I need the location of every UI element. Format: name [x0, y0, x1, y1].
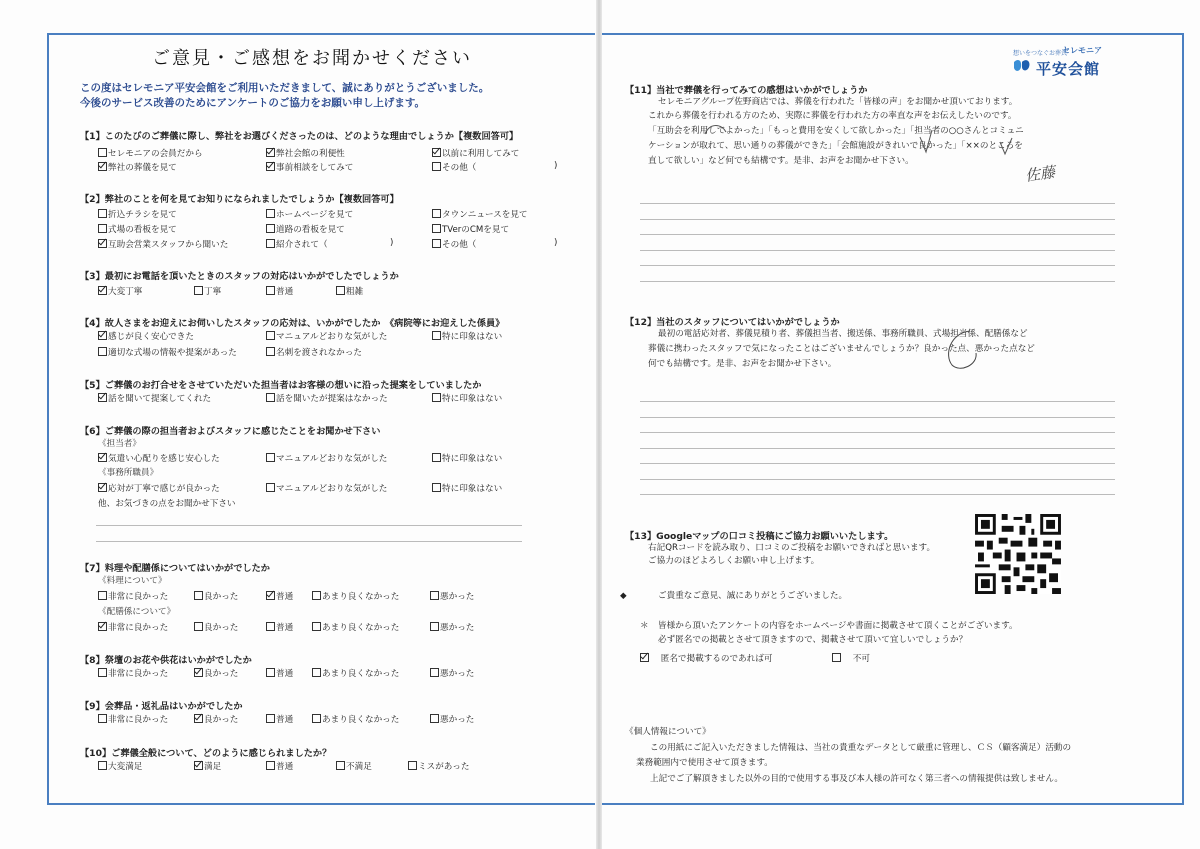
option-label: 以前に利用してみて	[442, 149, 520, 159]
q13-line-2: ご協力のほどよろしくお願い申し上げます。	[648, 556, 820, 566]
q10-option[interactable]	[336, 760, 372, 772]
q12-answer-line-2[interactable]	[640, 417, 1115, 418]
page-title: ご意見・ご感想をお聞かせください	[152, 48, 472, 69]
privacy-title: 《個人情報について》	[625, 727, 711, 737]
q8-option[interactable]	[98, 667, 168, 679]
option-label: 式場の看板を見て	[108, 225, 177, 235]
q71-option[interactable]	[312, 590, 399, 602]
q2-option[interactable]	[432, 208, 528, 220]
q11-answer-line-6[interactable]	[640, 281, 1115, 282]
intro-line-2: 今後のサービス改善のためにアンケートのご協力をお願い申し上げます。	[80, 97, 426, 109]
q72-option[interactable]	[430, 621, 474, 633]
q4-option[interactable]	[432, 330, 502, 342]
q62-option[interactable]	[432, 482, 502, 494]
q3-option[interactable]	[266, 285, 293, 297]
q61-option[interactable]	[266, 452, 387, 464]
option-label: 感じが良く安心できた	[108, 332, 194, 342]
privacy-line-1: この用紙にご記入いただきました情報は、当社の貴重なデータとして厳重に管理し、ＣＳ（顧客満足）活動の	[650, 743, 1072, 753]
q9-label: 【9】会葬品・返礼品はいかがでしたか	[80, 701, 243, 712]
option-label: 名刺を渡されなかった	[276, 348, 362, 358]
checkbox[interactable]	[432, 224, 441, 233]
checkbox[interactable]	[266, 453, 275, 462]
q9-option[interactable]	[194, 713, 238, 725]
q1-option[interactable]	[98, 161, 177, 173]
publish-option-no[interactable]	[832, 652, 870, 664]
checkbox[interactable]	[98, 591, 107, 600]
option-label: 道路の看板を見て	[276, 225, 345, 235]
q1-option[interactable]	[98, 147, 203, 159]
intro-line-1: この度はセレモニア平安会館をご利用いただきまして、誠にありがとうございました。	[80, 82, 490, 94]
checkbox[interactable]	[430, 668, 439, 677]
option-label: 非常に良かった	[108, 623, 169, 633]
checkbox[interactable]	[312, 668, 321, 677]
publish-yes-checkbox[interactable]	[640, 653, 649, 662]
q3-label: 【3】最初にお電話を頂いたときのスタッフの対応はいかがでしたでしょうか	[80, 271, 399, 282]
q4-option[interactable]	[98, 346, 237, 358]
publish-line-2: 必ず匿名での掲載とさせて頂きますので、掲載させて頂いて宜しいでしょうか？	[658, 635, 968, 645]
q4-option[interactable]	[266, 346, 362, 358]
option-label: 大変丁寧	[108, 287, 143, 297]
option-label: その他（	[442, 163, 477, 173]
logo-leaf-icon	[1012, 58, 1032, 76]
q12-answer-line-6[interactable]	[640, 479, 1115, 480]
publish-line-1: 皆様から頂いたアンケートの内容をホームページや書面に掲載させて頂くことがございます。	[658, 621, 1018, 631]
q6-sub-office: 《事務所職員》	[98, 468, 159, 478]
checkbox[interactable]	[98, 761, 107, 770]
q72-option[interactable]	[98, 621, 168, 633]
handwritten-circle-mark	[940, 325, 990, 375]
publish-yes-label: 匿名で掲載するのであれば可	[660, 654, 773, 664]
checkbox[interactable]	[312, 714, 321, 723]
q12-answer-line-7[interactable]	[640, 494, 1115, 495]
checkbox[interactable]	[432, 148, 441, 157]
option-label: 丁寧	[204, 287, 222, 297]
checkbox[interactable]	[266, 393, 275, 402]
checkbox[interactable]	[432, 483, 441, 492]
q12-line-2: 葬儀に携わったスタッフで気になったことはございませんでしょうか？良かった点、悪かった点など	[648, 344, 1035, 354]
checkbox[interactable]	[408, 761, 417, 770]
checkbox[interactable]	[432, 393, 441, 402]
option-label: 非常に良かった	[108, 715, 169, 725]
option-label: 良かった	[204, 669, 239, 679]
checkbox[interactable]	[98, 622, 107, 631]
checkbox[interactable]	[194, 591, 203, 600]
q12-answer-line-3[interactable]	[640, 432, 1115, 433]
q72-option[interactable]	[266, 621, 293, 633]
q2-close-paren-2: )	[554, 238, 558, 248]
checkbox[interactable]	[98, 453, 107, 462]
q2-close-paren-1: )	[390, 238, 394, 248]
q72-option[interactable]	[194, 621, 238, 633]
q2-option[interactable]	[266, 223, 345, 235]
option-label: 特に印象はない	[442, 394, 503, 404]
option-label: 不満足	[346, 762, 372, 772]
q11-answer-line-4[interactable]	[640, 250, 1115, 251]
option-label: 普通	[276, 762, 294, 772]
q8-label: 【8】祭壇のお花や供花はいかがでしたか	[80, 655, 252, 666]
checkbox[interactable]	[432, 239, 441, 248]
option-label: あまり良くなかった	[322, 669, 400, 679]
q11-line-5: 直して欲しい」など何でも結構です。是非、お声をお聞かせ下さい。	[648, 156, 914, 166]
q11-line-1: セレモニアグループ佐野商店では、葬儀を行われた「皆様の声」をお聞かせ頂いております。	[658, 97, 1018, 107]
checkbox[interactable]	[98, 347, 107, 356]
thanks-text: ご貴重なご意見、誠にありがとうございました。	[658, 591, 848, 601]
q61-option[interactable]	[432, 452, 502, 464]
q4-option[interactable]	[266, 330, 387, 342]
checkbox[interactable]	[266, 591, 275, 600]
q62-option[interactable]	[266, 482, 387, 494]
q7-sub-food: 《料理について》	[98, 576, 167, 586]
publish-no-label: 不可	[852, 654, 870, 664]
option-label: あまり良くなかった	[322, 715, 400, 725]
q12-answer-line-1[interactable]	[640, 401, 1115, 402]
option-label: 普通	[276, 287, 294, 297]
q71-option[interactable]	[98, 590, 168, 602]
checkbox[interactable]	[336, 761, 345, 770]
checkbox[interactable]	[194, 622, 203, 631]
checkbox[interactable]	[430, 591, 439, 600]
q6-sub-staff: 《担当者》	[98, 439, 141, 449]
option-label: 悪かった	[440, 592, 475, 602]
q71-option[interactable]	[430, 590, 474, 602]
checkbox[interactable]	[98, 393, 107, 402]
checkbox[interactable]	[266, 622, 275, 631]
checkbox[interactable]	[98, 239, 107, 248]
q10-label: 【10】ご葬儀全般について、どのように感じられましたか？	[80, 748, 332, 759]
checkbox[interactable]	[430, 622, 439, 631]
checkbox[interactable]	[432, 453, 441, 462]
q11-line-3: 「互助会を利用してよかった」「もっと費用を安くして欲しかった」「担当者の○○さんとコミュニ	[648, 126, 1024, 136]
option-label: マニュアルどおりな気がした	[276, 484, 388, 494]
logo-tagline: 想いをつなぐお葬式	[1013, 50, 1068, 57]
checkbox[interactable]	[194, 714, 203, 723]
option-label: 紹介されて（	[276, 240, 328, 250]
privacy-line-2: 業務範囲内で使用させて頂きます。	[636, 758, 773, 768]
q61-option[interactable]	[98, 452, 220, 464]
q6-answer-line-1[interactable]	[96, 525, 522, 526]
q1-option[interactable]	[266, 161, 353, 173]
publish-option-yes[interactable]	[640, 652, 772, 664]
q2-option[interactable]	[266, 208, 353, 220]
option-label: タウンニュースを見て	[442, 210, 528, 220]
option-label: 非常に良かった	[108, 592, 169, 602]
q9-option[interactable]	[98, 713, 168, 725]
option-label: 互助会営業スタッフから聞いた	[108, 240, 229, 250]
option-label: 普通	[276, 592, 294, 602]
q11-label: 【11】当社で葬儀を行ってみての感想はいかがでしょうか	[625, 85, 868, 96]
option-label: 弊社会館の利便性	[276, 149, 345, 159]
option-label: 普通	[276, 669, 294, 679]
q11-line-2: これから葬儀を行われる方のため、実際に葬儀を行われた方の率直な声をお伝えしたいのです。	[648, 111, 1017, 121]
option-label: 特に印象はない	[442, 332, 503, 342]
q8-option[interactable]	[430, 667, 474, 679]
option-label: 特に印象はない	[442, 484, 503, 494]
checkbox[interactable]	[98, 714, 107, 723]
option-label: 悪かった	[440, 715, 475, 725]
checkbox[interactable]	[266, 668, 275, 677]
q6-answer-line-2[interactable]	[96, 541, 522, 542]
q13-line-1: 右記QRコードを読み取り、口コミのご投稿をお願いできればと思います。	[648, 543, 936, 553]
q2-option[interactable]	[432, 223, 509, 235]
option-label: 気遣い心配りを感じ安心した	[108, 454, 220, 464]
option-label: あまり良くなかった	[322, 623, 400, 633]
q1-label: 【1】このたびのご葬儀に際し、弊社をお選びくださったのは、どのような理由でしょうか【複数回答可】	[80, 131, 519, 142]
q12-label: 【12】当社のスタッフについてはいかがでしょうか	[625, 317, 840, 328]
q9-option[interactable]	[312, 713, 399, 725]
checkbox[interactable]	[432, 162, 441, 171]
q2-option[interactable]	[98, 208, 177, 220]
q11-answer-line-5[interactable]	[640, 265, 1115, 266]
q9-option[interactable]	[266, 713, 293, 725]
checkbox[interactable]	[194, 286, 203, 295]
checkbox[interactable]	[266, 286, 275, 295]
handwritten-signature: 佐藤	[1023, 162, 1057, 185]
q5-label: 【5】ご葬儀のお打合せをさせていただいた担当者はお客様の想いに沿った提案をしていましたか	[80, 380, 482, 391]
q7-sub-serving: 《配膳係について》	[98, 607, 176, 617]
q1-close-paren: )	[554, 161, 558, 171]
q1-option[interactable]	[266, 147, 345, 159]
q6-label: 【6】ご葬儀の際の担当者およびスタッフに感じたことをお聞かせ下さい	[80, 426, 381, 437]
q7-label: 【7】料理や配膳係についてはいかがでしたか	[80, 563, 270, 574]
logo-brand: セレモニア	[1062, 46, 1102, 55]
q2-option[interactable]	[98, 238, 228, 250]
q2-label: 【2】弊社のことを何を見てお知りになられましたでしょうか【複数回答可】	[80, 194, 399, 205]
q11-answer-line-1[interactable]	[640, 203, 1115, 204]
q4-option[interactable]	[98, 330, 194, 342]
option-label: 大変満足	[108, 762, 143, 772]
checkbox[interactable]	[98, 209, 107, 218]
option-label: 非常に良かった	[108, 669, 169, 679]
q9-option[interactable]	[430, 713, 474, 725]
option-label: 良かった	[204, 715, 239, 725]
checkbox[interactable]	[430, 714, 439, 723]
checkbox[interactable]	[266, 761, 275, 770]
q11-answer-line-3[interactable]	[640, 234, 1115, 235]
option-label: マニュアルどおりな気がした	[276, 454, 388, 464]
checkbox[interactable]	[194, 668, 203, 677]
q1-option[interactable]	[432, 161, 476, 173]
option-label: 応対が丁寧で感じが良かった	[108, 484, 220, 494]
option-label: マニュアルどおりな気がした	[276, 332, 388, 342]
q5-option[interactable]	[432, 392, 502, 404]
option-label: 折込チラシを見て	[108, 210, 177, 220]
option-label: 普通	[276, 715, 294, 725]
checkbox[interactable]	[266, 714, 275, 723]
checkbox[interactable]	[98, 286, 107, 295]
checkbox[interactable]	[194, 761, 203, 770]
option-label: ホームページを見て	[276, 210, 354, 220]
checkbox[interactable]	[266, 347, 275, 356]
q3-option[interactable]	[336, 285, 363, 297]
checkbox[interactable]	[98, 224, 107, 233]
checkbox[interactable]	[432, 331, 441, 340]
checkbox[interactable]	[98, 483, 107, 492]
q10-option[interactable]	[194, 760, 221, 772]
option-label: 悪かった	[440, 669, 475, 679]
checkbox[interactable]	[336, 286, 345, 295]
q8-option[interactable]	[194, 667, 238, 679]
q62-option[interactable]	[98, 482, 220, 494]
option-label: TVerのCMを見て	[442, 225, 510, 235]
q8-option[interactable]	[312, 667, 399, 679]
option-label: ミスがあった	[418, 762, 470, 772]
checkbox[interactable]	[266, 239, 275, 248]
checkbox[interactable]	[312, 591, 321, 600]
checkbox[interactable]	[98, 148, 107, 157]
q11-answer-line-2[interactable]	[640, 219, 1115, 220]
q10-option[interactable]	[408, 760, 469, 772]
option-label: その他（	[442, 240, 477, 250]
checkbox[interactable]	[266, 483, 275, 492]
q3-option[interactable]	[194, 285, 221, 297]
checkbox[interactable]	[312, 622, 321, 631]
privacy-line-3: 上記でご了解頂きました以外の目的で使用する事及び本人様の許可なく第三者への情報提供は致しません。	[650, 774, 1064, 784]
checkbox[interactable]	[98, 331, 107, 340]
q12-line-1: 最初の電話応対者、葬儀見積り者、葬儀担当者、搬送係、事務所職員、式場担当係、配膳係など	[658, 329, 1028, 339]
option-label: 粗雑	[346, 287, 364, 297]
q12-answer-line-5[interactable]	[640, 463, 1115, 464]
q10-option[interactable]	[266, 760, 293, 772]
option-label: セレモニアの会員だから	[108, 149, 203, 159]
checkbox[interactable]	[266, 224, 275, 233]
option-label: 話を聞いたが提案はなかった	[276, 394, 388, 404]
option-label: 普通	[276, 623, 294, 633]
option-label: 適切な式場の情報や提案があった	[108, 348, 237, 358]
q11-line-4: ケーションが取れて、思い通りの葬儀ができた」「会館施設がきれいで良かった」「××のところを	[648, 141, 1023, 151]
option-label: 事前相談をしてみて	[276, 163, 354, 173]
q2-option[interactable]	[98, 223, 177, 235]
q13-label: 【13】Googleマップの口コミ投稿にご協力お願いいたします。	[625, 531, 894, 542]
option-label: 良かった	[204, 592, 239, 602]
q71-option[interactable]	[194, 590, 238, 602]
handwritten-marks-q11	[700, 112, 1020, 157]
option-label: あまり良くなかった	[322, 592, 400, 602]
q5-option[interactable]	[98, 392, 211, 404]
publish-no-checkbox[interactable]	[832, 653, 841, 662]
option-label: 話を聞いて提案してくれた	[108, 394, 212, 404]
q1-option[interactable]	[432, 147, 519, 159]
checkbox[interactable]	[432, 209, 441, 218]
checkbox[interactable]	[98, 162, 107, 171]
checkbox[interactable]	[266, 148, 275, 157]
logo-name: 平安会館	[1036, 60, 1101, 78]
q72-option[interactable]	[312, 621, 399, 633]
publish-asterisk: ＊	[640, 621, 649, 631]
thanks-bullet: ◆	[620, 591, 627, 601]
q3-option[interactable]	[98, 285, 142, 297]
q71-option[interactable]	[266, 590, 293, 602]
option-label: 弊社の葬儀を見て	[108, 163, 177, 173]
option-label: 悪かった	[440, 623, 475, 633]
option-label: 特に印象はない	[442, 454, 503, 464]
checkbox[interactable]	[266, 331, 275, 340]
q8-option[interactable]	[266, 667, 293, 679]
option-label: 満足	[204, 762, 222, 772]
option-label: 良かった	[204, 623, 239, 633]
google-maps-qr-code-icon[interactable]	[975, 514, 1061, 594]
q2-option[interactable]	[266, 238, 328, 250]
checkbox[interactable]	[266, 209, 275, 218]
q2-option[interactable]	[432, 238, 476, 250]
q12-line-3: 何でも結構です。是非、お声をお聞かせ下さい。	[648, 359, 837, 369]
q12-answer-line-4[interactable]	[640, 448, 1115, 449]
q6-other-prompt: 他、お気づきの点をお聞かせ下さい	[98, 499, 236, 509]
q10-option[interactable]	[98, 760, 142, 772]
checkbox[interactable]	[266, 162, 275, 171]
q4-label: 【4】故人さまをお迎えにお伺いしたスタッフの応対は、いかがでしたか 《病院等にお迎えした係員》	[80, 318, 505, 329]
q5-option[interactable]	[266, 392, 388, 404]
checkbox[interactable]	[98, 668, 107, 677]
